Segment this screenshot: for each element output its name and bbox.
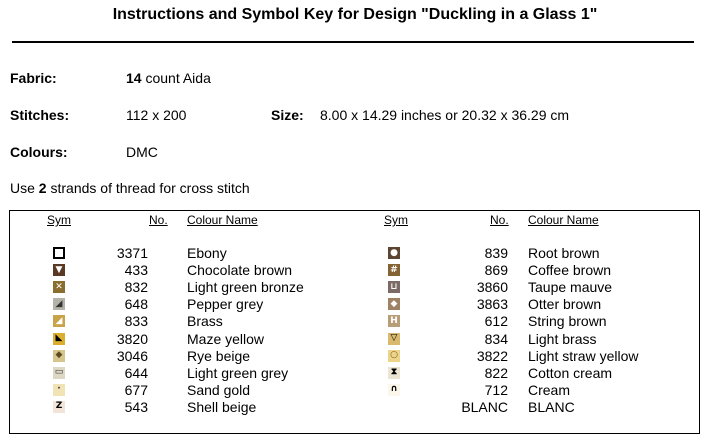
diamond-icon: ◆ [53, 350, 65, 362]
fabric-count: 14 [126, 70, 142, 86]
hourglass-icon: ⧗ [388, 367, 400, 379]
page-title: Instructions and Symbol Key for Design "Duckling in a Glass 1" [112, 6, 598, 23]
dmc-number: 869 [484, 262, 508, 279]
triangle-down-icon: ▼ [53, 264, 65, 276]
dmc-number: 822 [484, 364, 508, 381]
dmc-number: 3822 [476, 347, 508, 364]
circle-icon: ● [388, 247, 400, 259]
corner-triangle-icon: ◣ [53, 333, 65, 345]
note-prefix: Use [10, 180, 39, 196]
small-rectangle-icon: ▭ [54, 367, 64, 378]
cup-icon: ⊔ [388, 281, 400, 293]
corner-triangle-icon: ◢ [53, 298, 65, 310]
fabric-type: count Aida [141, 70, 211, 86]
diamond-icon: ◆ [388, 298, 400, 310]
dmc-number: 3860 [476, 279, 508, 296]
dmc-number: 543 [124, 398, 148, 415]
colour-name: Shell beige [187, 398, 257, 415]
colour-name: Cotton cream [528, 364, 613, 381]
fabric-label: Fabric: [10, 70, 57, 86]
dmc-number: 648 [124, 296, 148, 313]
dmc-number: 832 [124, 279, 148, 296]
colour-name: Rye beige [187, 347, 251, 364]
hollow-square-icon [53, 247, 65, 259]
colour-name: Light green grey [187, 364, 289, 381]
colour-name: Root brown [528, 245, 600, 261]
right-name-header: Colour Name [528, 213, 599, 227]
dmc-number: 3863 [476, 296, 508, 313]
left-sym-header: Sym [47, 213, 71, 227]
colour-name: Light straw yellow [528, 347, 639, 364]
colour-name: Coffee brown [528, 262, 612, 279]
z-letter-icon: Z [53, 401, 65, 413]
colour-name: Light brass [528, 330, 597, 347]
title-underline [12, 41, 694, 43]
colour-name: BLANC [528, 398, 575, 415]
hollow-triangle-down-icon: ▽ [388, 333, 400, 345]
x-cross-icon: ✕ [53, 281, 65, 293]
dmc-number: 644 [124, 364, 148, 381]
arch-icon: ∩ [388, 384, 400, 396]
colour-name: Maze yellow [187, 330, 265, 347]
left-name-header: Colour Name [187, 213, 258, 227]
stitches-value: 112 x 200 [126, 107, 187, 123]
corner-triangle-icon: ◢ [53, 315, 65, 327]
dmc-number: 677 [124, 381, 148, 398]
colour-name: Pepper grey [187, 296, 264, 313]
dmc-number: 839 [484, 245, 508, 261]
colour-name: Taupe mauve [528, 279, 613, 296]
note-strands: 2 [38, 180, 47, 196]
colour-name: Chocolate brown [187, 262, 293, 279]
size-label: Size: [271, 107, 304, 123]
colour-name: Ebony [187, 245, 227, 261]
dot-icon: · [53, 384, 65, 396]
dmc-number: 834 [484, 330, 508, 347]
hollow-circle-icon: ○ [388, 350, 400, 362]
colour-name: Otter brown [528, 296, 602, 313]
dmc-number: 3820 [116, 330, 148, 347]
dmc-number: 3371 [116, 245, 148, 261]
colours-label: Colours: [10, 144, 68, 160]
size-value: 8.00 x 14.29 inches or 20.32 x 36.29 cm [320, 107, 570, 123]
dmc-number: 433 [124, 262, 148, 279]
colour-name: Sand gold [187, 381, 251, 398]
right-sym-header: Sym [384, 213, 408, 227]
dmc-number: 3046 [116, 347, 148, 364]
left-no-header: No. [149, 213, 168, 227]
dmc-number: 833 [124, 313, 148, 330]
colour-name: Cream [528, 381, 571, 398]
thread-note [10, 180, 250, 196]
h-letter-icon: H [388, 315, 400, 327]
hash-icon: # [388, 264, 400, 276]
right-no-header: No. [490, 213, 509, 227]
blank-icon [388, 401, 400, 413]
stitches-label: Stitches: [10, 107, 70, 123]
dmc-number: 612 [484, 313, 508, 330]
fabric-value [126, 70, 211, 86]
dmc-number: 712 [484, 381, 508, 398]
colour-name: Brass [187, 313, 223, 330]
dmc-number: BLANC [461, 398, 508, 415]
colours-value: DMC [126, 144, 158, 160]
colour-name: Light green bronze [187, 279, 304, 296]
colour-name: String brown [528, 313, 607, 330]
note-suffix: strands of thread for cross stitch [46, 180, 250, 196]
